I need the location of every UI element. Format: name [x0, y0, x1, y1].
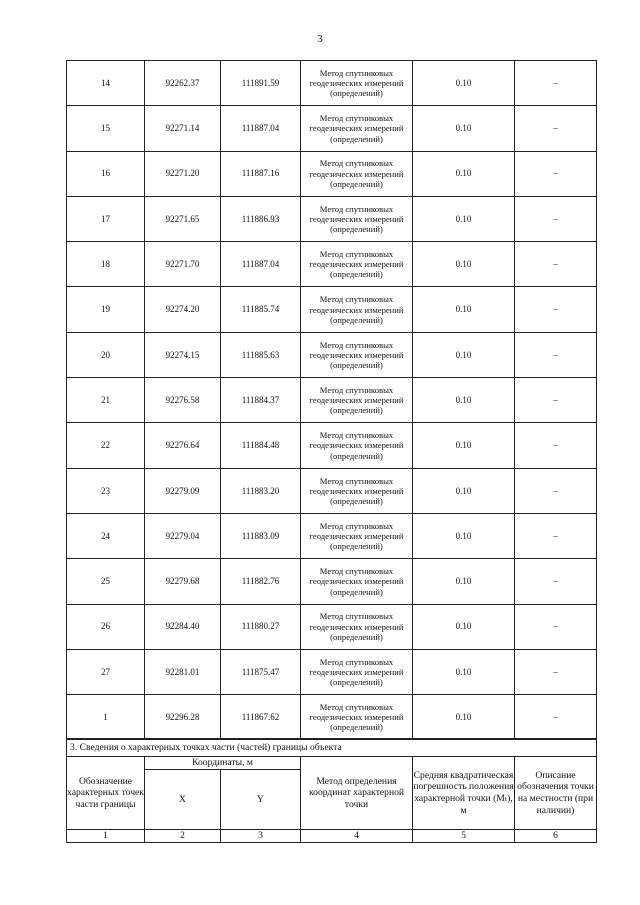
point-number-cell: 24 [67, 513, 145, 558]
table-row [67, 242, 597, 287]
header-accuracy: Средняя квадратическая погрешность положения характерной точки (Mₜ), м [413, 757, 515, 830]
column-number: 2 [145, 830, 221, 843]
table-row [67, 151, 597, 196]
table-row [67, 468, 597, 513]
method-cell: Метод спутниковых геодезических измерений (определений) [301, 559, 413, 604]
accuracy-cell: 0.10 [413, 604, 515, 649]
table-row [67, 61, 597, 106]
header-x: X [145, 770, 221, 830]
y-coordinate-cell: 111886.93 [221, 196, 301, 241]
description-cell: – [515, 604, 597, 649]
x-coordinate-cell: 92279.68 [145, 559, 221, 604]
x-coordinate-cell: 92271.20 [145, 151, 221, 196]
table-row [67, 378, 597, 423]
method-cell: Метод спутниковых геодезических измерений (определений) [301, 61, 413, 106]
method-cell: Метод спутниковых геодезических измерений (определений) [301, 604, 413, 649]
accuracy-cell: 0.10 [413, 513, 515, 558]
accuracy-cell: 0.10 [413, 468, 515, 513]
description-cell: – [515, 332, 597, 377]
y-coordinate-cell: 111885.74 [221, 287, 301, 332]
x-coordinate-cell: 92276.58 [145, 378, 221, 423]
method-cell: Метод спутниковых геодезических измерений (определений) [301, 468, 413, 513]
y-coordinate-cell: 111891.59 [221, 61, 301, 106]
y-coordinate-cell: 111882.76 [221, 559, 301, 604]
description-cell: – [515, 151, 597, 196]
x-coordinate-cell: 92262.37 [145, 61, 221, 106]
method-cell: Метод спутниковых геодезических измерений (определений) [301, 423, 413, 468]
x-coordinate-cell: 92279.04 [145, 513, 221, 558]
description-cell: – [515, 61, 597, 106]
description-cell: – [515, 287, 597, 332]
accuracy-cell: 0.10 [413, 61, 515, 106]
point-number-cell: 25 [67, 559, 145, 604]
method-cell: Метод спутниковых геодезических измерений (определений) [301, 513, 413, 558]
point-number-cell: 21 [67, 378, 145, 423]
accuracy-cell: 0.10 [413, 423, 515, 468]
x-coordinate-cell: 92271.65 [145, 196, 221, 241]
accuracy-cell: 0.10 [413, 242, 515, 287]
description-cell: – [515, 513, 597, 558]
accuracy-cell: 0.10 [413, 695, 515, 740]
accuracy-cell: 0.10 [413, 649, 515, 694]
column-number: 4 [301, 830, 413, 843]
method-cell: Метод спутниковых геодезических измерений (определений) [301, 151, 413, 196]
point-number-cell: 26 [67, 604, 145, 649]
column-number: 1 [67, 830, 145, 843]
column-number: 5 [413, 830, 515, 843]
accuracy-cell: 0.10 [413, 378, 515, 423]
table-row [67, 513, 597, 558]
y-coordinate-cell: 111883.09 [221, 513, 301, 558]
table-row [67, 695, 597, 740]
method-cell: Метод спутниковых геодезических измерений (определений) [301, 287, 413, 332]
table-row [67, 423, 597, 468]
page-number: 3 [317, 33, 323, 45]
accuracy-cell: 0.10 [413, 332, 515, 377]
point-number-cell: 20 [67, 332, 145, 377]
table-row [67, 604, 597, 649]
point-number-cell: 23 [67, 468, 145, 513]
column-number: 6 [515, 830, 597, 843]
boundary-points-body [67, 61, 597, 740]
y-coordinate-cell: 111887.16 [221, 151, 301, 196]
header-designation: Обозначение характерных точек части границы [67, 757, 145, 830]
header-method: Метод определения координат характерной точки [301, 757, 413, 830]
table-row [67, 332, 597, 377]
description-cell: – [515, 378, 597, 423]
table-row [67, 649, 597, 694]
method-cell: Метод спутниковых геодезических измерений (определений) [301, 378, 413, 423]
description-cell: – [515, 559, 597, 604]
x-coordinate-cell: 92276.64 [145, 423, 221, 468]
y-coordinate-cell: 111884.48 [221, 423, 301, 468]
point-number-cell: 16 [67, 151, 145, 196]
y-coordinate-cell: 111867.62 [221, 695, 301, 740]
description-cell: – [515, 468, 597, 513]
y-coordinate-cell: 111887.04 [221, 242, 301, 287]
point-number-cell: 18 [67, 242, 145, 287]
method-cell: Метод спутниковых геодезических измерений (определений) [301, 695, 413, 740]
method-cell: Метод спутниковых геодезических измерений (определений) [301, 332, 413, 377]
description-cell: – [515, 242, 597, 287]
x-coordinate-cell: 92274.20 [145, 287, 221, 332]
description-cell: – [515, 196, 597, 241]
method-cell: Метод спутниковых геодезических измерений (определений) [301, 196, 413, 241]
point-number-cell: 17 [67, 196, 145, 241]
y-coordinate-cell: 111883.20 [221, 468, 301, 513]
x-coordinate-cell: 92271.70 [145, 242, 221, 287]
method-cell: Метод спутниковых геодезических измерений (определений) [301, 242, 413, 287]
header-description: Описание обозначения точки на местности (при наличии) [515, 757, 597, 830]
point-number-cell: 1 [67, 695, 145, 740]
section3-title: 3. Сведения о характерных точках части (частей) границы объекта [67, 739, 597, 757]
point-number-cell: 22 [67, 423, 145, 468]
point-number-cell: 19 [67, 287, 145, 332]
section3-table [66, 738, 597, 843]
point-number-cell: 15 [67, 106, 145, 151]
accuracy-cell: 0.10 [413, 196, 515, 241]
accuracy-cell: 0.10 [413, 106, 515, 151]
y-coordinate-cell: 111880.27 [221, 604, 301, 649]
table-row [67, 196, 597, 241]
header-y: Y [221, 770, 301, 830]
header-coordinates: Координаты, м [145, 757, 301, 770]
x-coordinate-cell: 92279.09 [145, 468, 221, 513]
accuracy-cell: 0.10 [413, 287, 515, 332]
boundary-points-table [66, 60, 597, 740]
table-row [67, 559, 597, 604]
table-row [67, 106, 597, 151]
description-cell: – [515, 695, 597, 740]
column-number: 3 [221, 830, 301, 843]
accuracy-cell: 0.10 [413, 151, 515, 196]
table-row [67, 287, 597, 332]
x-coordinate-cell: 92281.01 [145, 649, 221, 694]
x-coordinate-cell: 92284.40 [145, 604, 221, 649]
y-coordinate-cell: 111885.63 [221, 332, 301, 377]
y-coordinate-cell: 111884.37 [221, 378, 301, 423]
accuracy-cell: 0.10 [413, 559, 515, 604]
point-number-cell: 27 [67, 649, 145, 694]
method-cell: Метод спутниковых геодезических измерений (определений) [301, 106, 413, 151]
y-coordinate-cell: 111887.04 [221, 106, 301, 151]
x-coordinate-cell: 92296.28 [145, 695, 221, 740]
method-cell: Метод спутниковых геодезических измерений (определений) [301, 649, 413, 694]
description-cell: – [515, 106, 597, 151]
x-coordinate-cell: 92274.15 [145, 332, 221, 377]
description-cell: – [515, 649, 597, 694]
description-cell: – [515, 423, 597, 468]
x-coordinate-cell: 92271.14 [145, 106, 221, 151]
point-number-cell: 14 [67, 61, 145, 106]
y-coordinate-cell: 111875.47 [221, 649, 301, 694]
